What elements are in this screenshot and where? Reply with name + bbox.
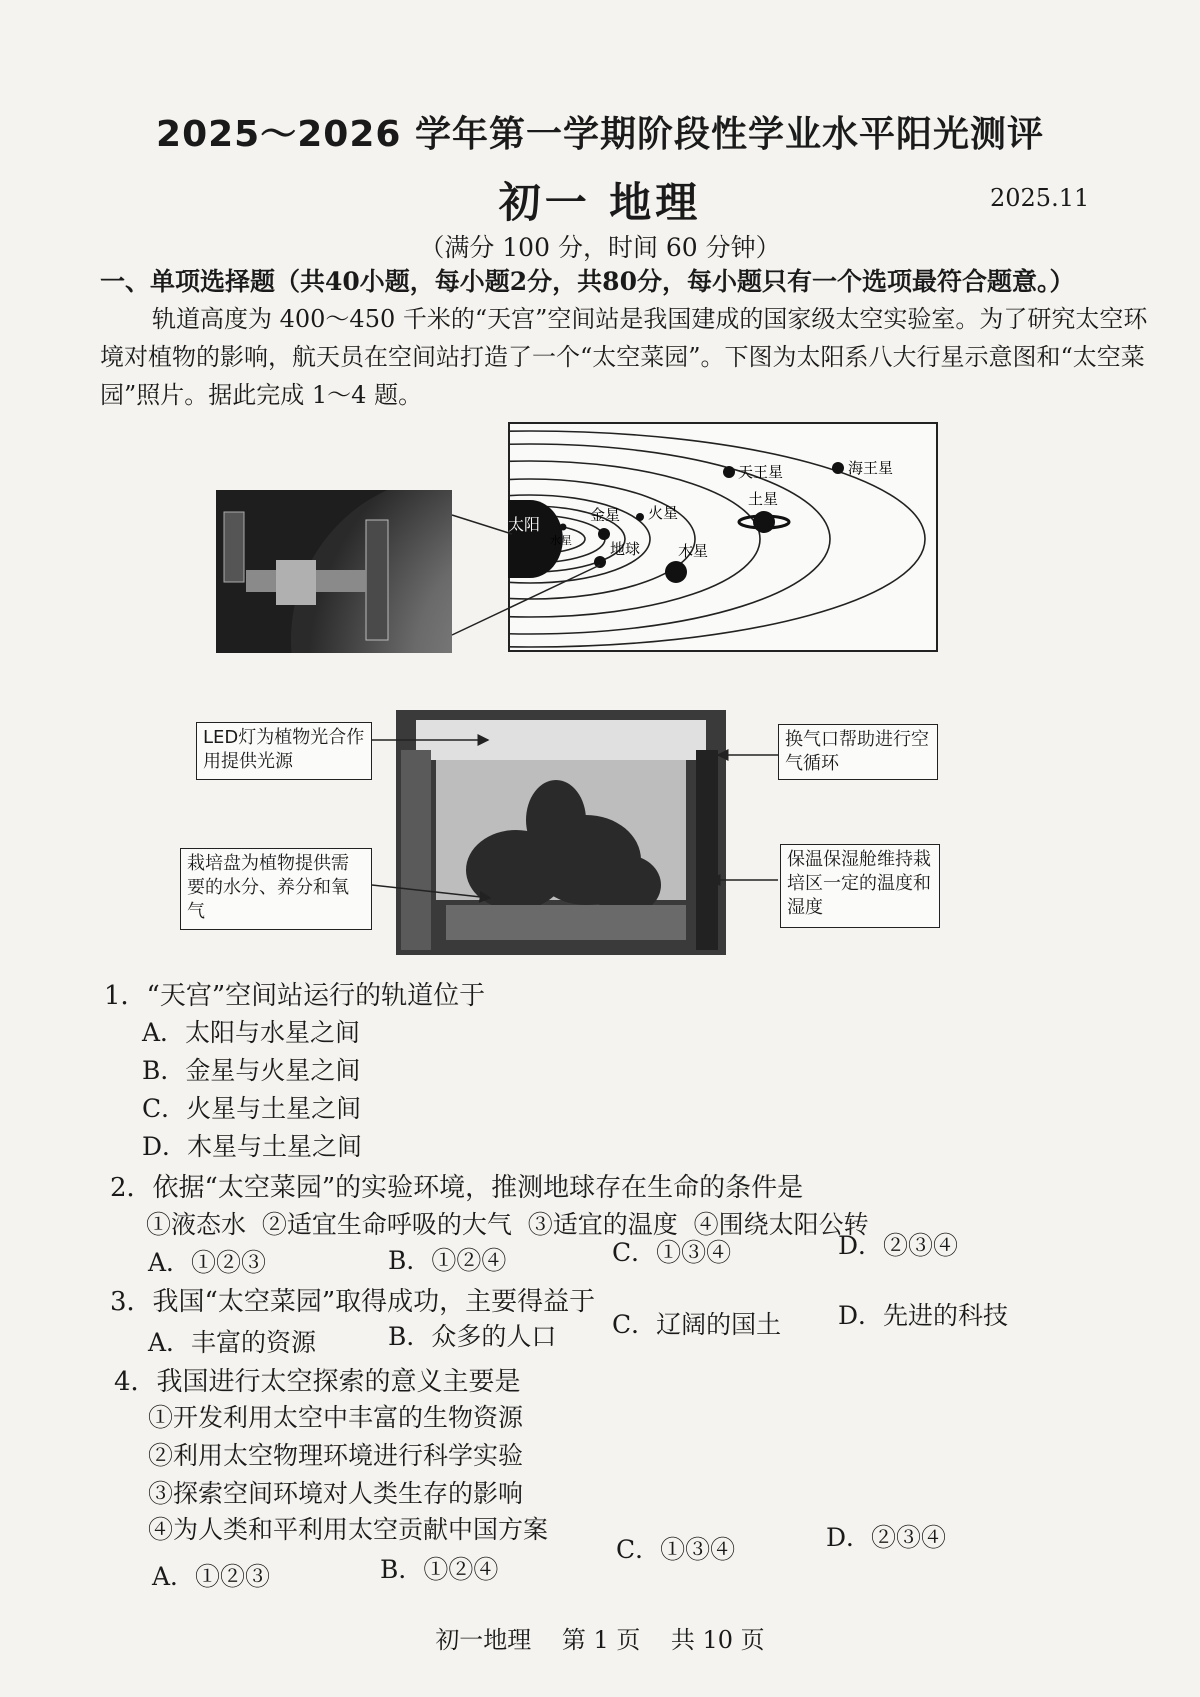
neptune-label: 海王星 [848, 461, 894, 477]
uranus-label: 天王星 [738, 465, 784, 481]
sun-label: 太阳 [508, 517, 541, 534]
q1-option-c[interactable]: C．火星与土星之间 [142, 1094, 362, 1123]
q2-option-d[interactable]: D．②③④ [838, 1231, 959, 1260]
mars-label: 火星 [648, 506, 679, 522]
garden-arrows [370, 720, 790, 930]
jupiter-mark [665, 561, 687, 583]
q4-option-b[interactable]: B．①②④ [380, 1555, 499, 1584]
question-4-stem: 4．我国进行太空探索的意义主要是 [114, 1367, 521, 1397]
earth-label: 地球 [610, 542, 641, 558]
q3-option-d[interactable]: D．先进的科技 [838, 1301, 1009, 1330]
label-insulation-cabin: 保温保湿舱维持栽培区一定的温度和湿度 [780, 844, 940, 928]
exam-info: （满分 100 分，时间 60 分钟） [419, 233, 781, 262]
label-cultivation-tray: 栽培盘为植物提供需要的水分、养分和氧气 [180, 848, 372, 930]
q1-option-a[interactable]: A．太阳与水星之间 [142, 1018, 361, 1047]
q4-item-1: ①开发利用太空中丰富的生物资源 [148, 1403, 524, 1432]
exam-subject: 初一 地理 [498, 178, 702, 227]
mars-mark [636, 513, 644, 521]
q4-option-a[interactable]: A．①②③ [152, 1562, 271, 1591]
intro-paragraph: 轨道高度为 400～450 千米的“天宫”空间站是我国建成的国家级太空实验室。为了研究太空环境对植物的影响，航天员在空间站打造了一个“太空菜园”。下图为太阳系八大行星示意图和“太空菜园”照片。据此完成 1～4 题。 [100, 305, 1148, 409]
q2-option-a[interactable]: A．①②③ [148, 1248, 267, 1277]
neptune-mark [832, 462, 844, 474]
q4-item-4: ④为人类和平利用太空贡献中国方案 [148, 1515, 549, 1544]
venus-label: 金星 [590, 508, 621, 524]
q4-option-d[interactable]: D．②③④ [826, 1523, 947, 1552]
mercury-label: 水星 [550, 535, 572, 547]
q1-option-b[interactable]: B．金星与火星之间 [142, 1056, 361, 1085]
q3-option-a[interactable]: A．丰富的资源 [148, 1328, 317, 1357]
q4-option-c[interactable]: C．①③④ [616, 1535, 736, 1564]
q3-option-b[interactable]: B．众多的人口 [388, 1322, 557, 1351]
section-title: 一、单项选择题（共40小题，每小题2分，共80分，每小题只有一个选项最符合题意。） [100, 267, 1075, 296]
saturn-label: 土星 [748, 492, 779, 508]
label-led-light: LED灯为植物光合作用提供光源 [196, 722, 372, 780]
label-air-vent: 换气口帮助进行空气循环 [778, 724, 938, 780]
exam-title: 2025～2026 学年第一学期阶段性学业水平阳光测评 [156, 114, 1044, 155]
q1-option-d[interactable]: D．木星与土星之间 [142, 1132, 363, 1161]
exam-date: 2025.11 [990, 184, 1090, 212]
question-1-stem: 1．“天宫”空间站运行的轨道位于 [104, 981, 486, 1011]
question-3-stem: 3．我国“太空菜园”取得成功，主要得益于 [110, 1287, 596, 1317]
jupiter-label: 木星 [678, 544, 709, 560]
connector-lines [440, 500, 620, 650]
q3-option-c[interactable]: C．辽阔的国土 [612, 1310, 782, 1339]
uranus-mark [723, 466, 735, 478]
question-2-stem: 2．依据“太空菜园”的实验环境，推测地球存在生命的条件是 [110, 1173, 804, 1203]
q2-items: ①液态水 ②适宜生命呼吸的大气 ③适宜的温度 ④围绕太阳公转 [146, 1210, 869, 1239]
q4-item-3: ③探索空间环境对人类生存的影响 [148, 1479, 524, 1508]
page-footer: 初一地理 第 1 页 共 10 页 [435, 1626, 765, 1654]
q2-option-b[interactable]: B．①②④ [388, 1246, 507, 1275]
q4-item-2: ②利用太空物理环境进行科学实验 [148, 1441, 524, 1470]
space-station-photo [216, 490, 452, 653]
q2-option-c[interactable]: C．①③④ [612, 1238, 732, 1267]
